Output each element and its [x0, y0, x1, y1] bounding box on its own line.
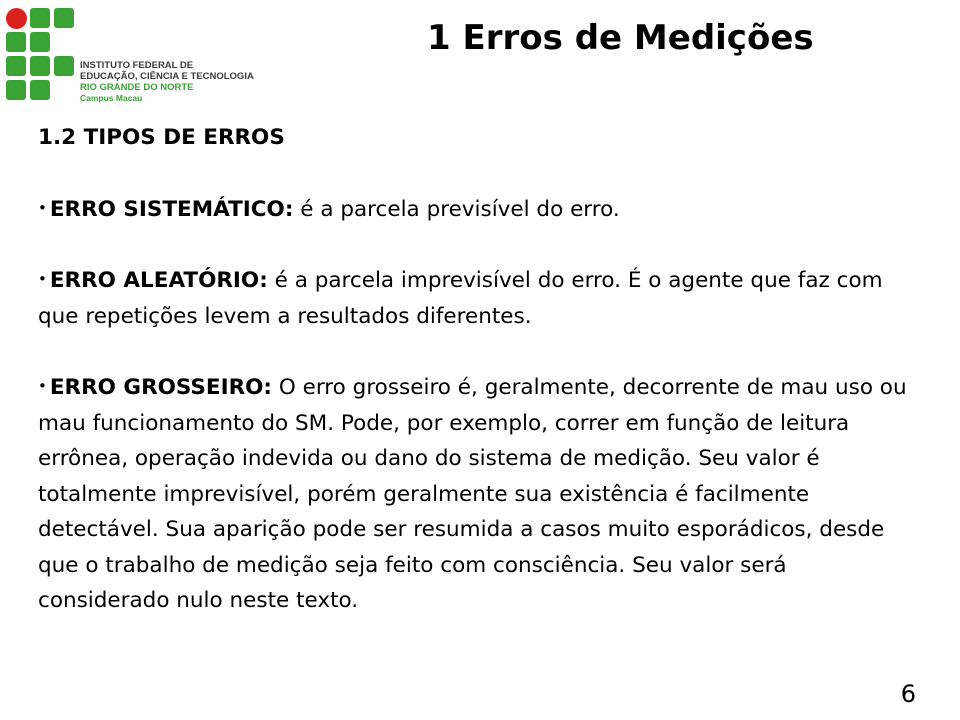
bullet-item-grosseiro — [38, 369, 918, 619]
page-number: 6 — [900, 680, 916, 708]
bullet-term: ERRO SISTEMÁTICO: — [49, 196, 294, 222]
bullet-icon: • — [38, 377, 47, 395]
logo-squares-icon — [6, 8, 78, 104]
bullet-text: O erro grosseiro é, geralmente, decorrente de mau uso ou mau funcionamento do SM. Pode, por exemplo, correr em função de leitura errônea, operação indevida ou dano do sistema de medição. Seu valor é totalmente imprevisível, porém geralmente sua existência é facilmente detectável. Sua aparição pode ser resumida a casos muito esporádicos, desde que o trabalho de medição seja feito com consciência. Seu valor será considerado nulo neste texto. — [38, 375, 907, 613]
logo-line-2: EDUCAÇÃO, CIÊNCIA E TECNOLOGIA — [80, 71, 254, 82]
logo-text — [80, 60, 254, 104]
bullet-icon: • — [38, 270, 47, 288]
bullet-item-sistematico — [38, 191, 918, 228]
logo-line-4: Campus Macau — [80, 93, 143, 103]
bullet-term: ERRO GROSSEIRO: — [49, 375, 273, 400]
bullet-text: é a parcela previsível do erro. — [293, 196, 620, 222]
slide-content — [38, 120, 918, 654]
bullet-term: ERRO ALEATÓRIO: — [49, 268, 268, 293]
institution-logo — [6, 8, 266, 108]
bullet-item-aleatorio — [38, 262, 918, 334]
logo-line-1: INSTITUTO FEDERAL DE — [80, 60, 194, 71]
bullet-text: é a parcela imprevisível do erro. É o agente que faz com que repetições levem a resultados diferentes. — [38, 268, 883, 329]
logo-line-3: RIO GRANDE DO NORTE — [80, 82, 194, 93]
bullet-icon: • — [38, 198, 47, 217]
page-title: 1 Erros de Medições — [427, 18, 814, 58]
section-heading: 1.2 TIPOS DE ERROS — [38, 125, 285, 150]
